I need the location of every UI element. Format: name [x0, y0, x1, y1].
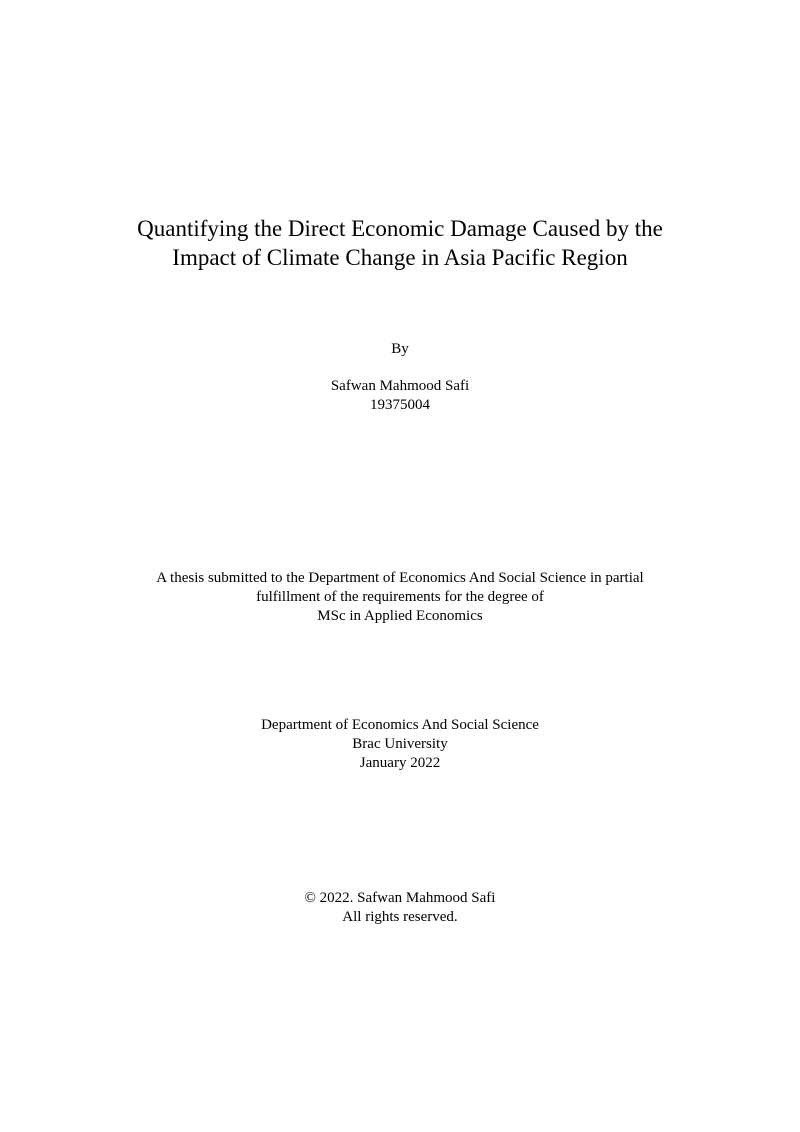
copyright-line: © 2022. Safwan Mahmood Safi — [304, 890, 496, 906]
author-name: Safwan Mahmood Safi — [330, 378, 470, 394]
department-name: Department of Economics And Social Science — [261, 717, 539, 733]
copyright-notice — [0, 889, 800, 927]
thesis-title-line-1: Quantifying the Direct Economic Damage Caused by the — [137, 216, 663, 241]
degree-name: MSc in Applied Economics — [317, 608, 483, 624]
author-block — [0, 377, 800, 415]
submission-statement-line-2: fulfillment of the requirements for the degree of — [256, 589, 544, 605]
rights-reserved: All rights reserved. — [342, 909, 458, 925]
by-label: By — [391, 341, 409, 357]
thesis-title — [0, 214, 800, 272]
submission-statement — [0, 569, 800, 626]
submission-date: January 2022 — [359, 755, 441, 771]
university-name: Brac University — [352, 736, 448, 752]
submission-statement-line-1: A thesis submitted to the Department of Economics And Social Science in partial — [156, 570, 644, 586]
by-label-block — [0, 340, 800, 359]
institution-block — [0, 716, 800, 773]
student-id: 19375004 — [370, 397, 430, 413]
thesis-title-line-2: Impact of Climate Change in Asia Pacific Region — [172, 245, 628, 270]
